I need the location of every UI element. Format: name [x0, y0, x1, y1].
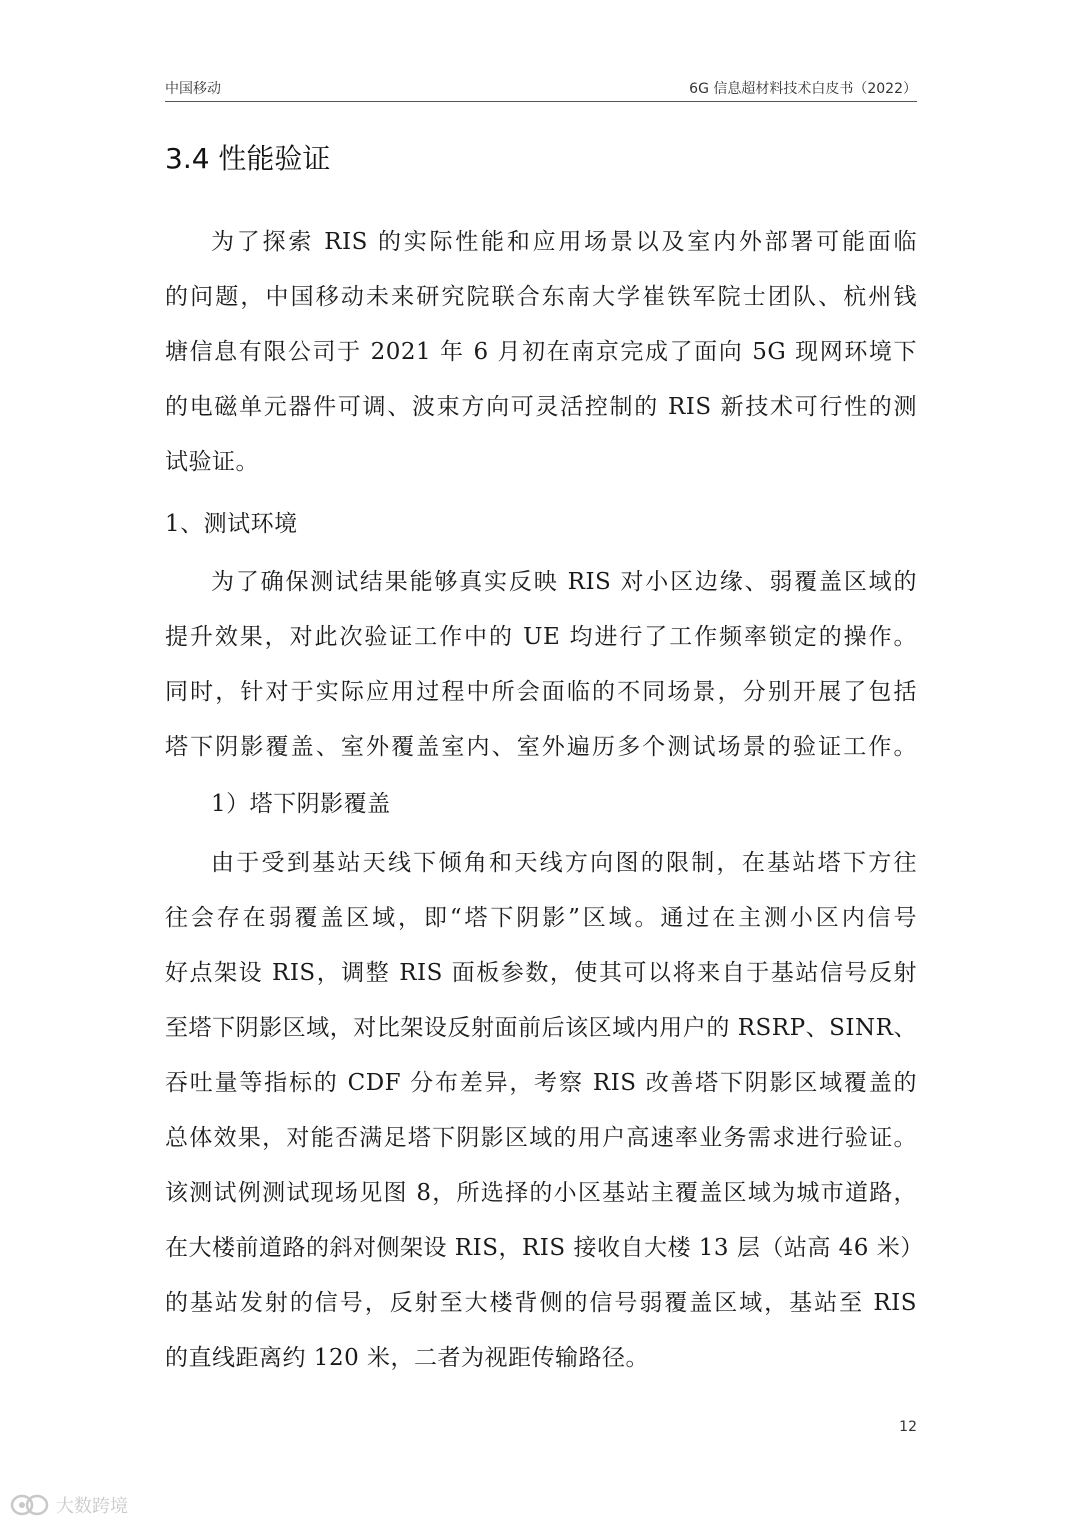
- dashuju-logo-icon: [10, 1492, 50, 1518]
- header-divider: [165, 101, 917, 102]
- paragraph-line: 的直线距离约 120 米，二者为视距传输路径。: [165, 1345, 650, 1371]
- paragraph-line: 由于受到基站天线下倾角和天线方向图的限制，在基站塔下方往: [211, 850, 917, 876]
- paragraph-line: 试验证。: [165, 449, 259, 475]
- watermark-text: 大数跨境: [56, 1496, 128, 1517]
- page-number: 12: [899, 1419, 917, 1435]
- paragraph-line: 塔下阴影覆盖、室外覆盖室内、室外遍历多个测试场景的验证工作。: [165, 734, 917, 760]
- paragraph-line: 至塔下阴影区域，对比架设反射面前后该区域内用户的 RSRP、SINR、: [165, 1015, 917, 1041]
- page-header: [165, 78, 917, 98]
- paragraph-line: 该测试例测试现场见图 8，所选择的小区基站主覆盖区域为城市道路，: [165, 1180, 917, 1206]
- header-doc-title: 6G 信息超材料技术白皮书（2022）: [689, 81, 917, 97]
- paragraph-line: 同时，针对于实际应用过程中所会面临的不同场景，分别开展了包括: [165, 679, 917, 705]
- watermark: [10, 1490, 128, 1520]
- paragraph-line: 往会存在弱覆盖区域，即“塔下阴影”区域。通过在主测小区内信号: [165, 905, 917, 931]
- header-org: 中国移动: [165, 81, 221, 97]
- paragraph-line: 的基站发射的信号，反射至大楼背侧的信号弱覆盖区域，基站至 RIS: [165, 1290, 917, 1316]
- paragraph-line: 提升效果，对此次验证工作中的 UE 均进行了工作频率锁定的操作。: [165, 624, 917, 650]
- section-title: 3.4 性能验证: [165, 142, 331, 175]
- subsection-heading: 1）塔下阴影覆盖: [211, 791, 391, 817]
- paragraph-line: 的电磁单元器件可调、波束方向可灵活控制的 RIS 新技术可行性的测: [165, 394, 917, 420]
- paragraph-line: 在大楼前道路的斜对侧架设 RIS，RIS 接收自大楼 13 层（站高 46 米）: [165, 1235, 924, 1261]
- paragraph-line: 好点架设 RIS，调整 RIS 面板参数，使其可以将来自于基站信号反射: [165, 960, 917, 986]
- paragraph-line: 塘信息有限公司于 2021 年 6 月初在南京完成了面向 5G 现网环境下: [165, 339, 917, 365]
- paragraph-line: 为了探索 RIS 的实际性能和应用场景以及室内外部署可能面临: [211, 229, 917, 255]
- paragraph-line: 吞吐量等指标的 CDF 分布差异，考察 RIS 改善塔下阴影区域覆盖的: [165, 1070, 917, 1096]
- paragraph-line: 为了确保测试结果能够真实反映 RIS 对小区边缘、弱覆盖区域的: [211, 569, 917, 595]
- paragraph-line: 总体效果，对能否满足塔下阴影区域的用户高速率业务需求进行验证。: [165, 1125, 917, 1151]
- paragraph-line: 的问题，中国移动未来研究院联合东南大学崔铁军院士团队、杭州钱: [165, 284, 917, 310]
- subsection-heading: 1、测试环境: [165, 511, 298, 537]
